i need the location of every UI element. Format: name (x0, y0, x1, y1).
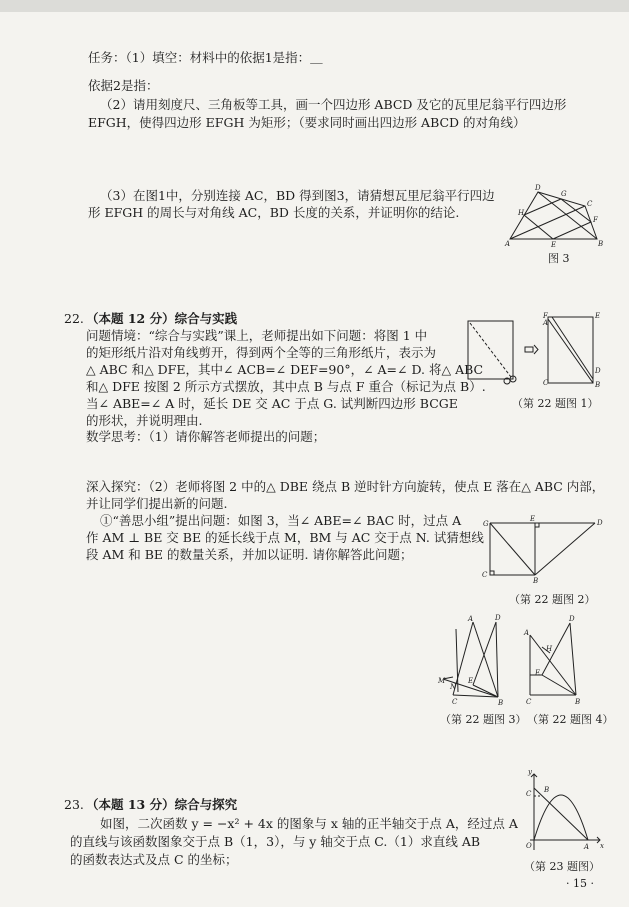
svg-text:E: E (551, 241, 557, 249)
task-part3-line-2: 形 EFGH 的周长与对角线 AC，BD 长度的关系，并证明你的结论. (88, 205, 460, 220)
q22-line-6: 的形状，并说明理由. (86, 413, 203, 428)
svg-text:G: G (483, 520, 489, 528)
q22-explore-line-2: 并让同学们提出新的问题. (86, 496, 228, 511)
task-part2-line-2: EFGH，使得四边形 EFGH 为矩形；（要求同时画出四边形 ABCD 的对角线） (88, 115, 526, 130)
q23-number: 23. (64, 797, 84, 812)
figure-22-2 (480, 513, 605, 585)
q22-line-7: 数学思考：（1）请你解答老师提出的问题； (86, 429, 326, 444)
svg-text:A: A (524, 629, 530, 637)
q22-line-1: 问题情境：“综合与实践”课上，老师提出如下问题：将图 1 中 (86, 328, 428, 343)
q22-number: 22. (64, 311, 84, 326)
q22-line-5: 当∠ ABE=∠ A 时，延长 DE 交 AC 于点 G. 试判断四边形 BCGE (86, 396, 458, 411)
svg-text:B: B (595, 381, 601, 389)
svg-text:A: A (468, 615, 474, 623)
q23-fig-caption: （第 23 题图） (524, 860, 600, 873)
svg-text:D: D (597, 519, 603, 527)
svg-text:F: F (593, 216, 598, 224)
q22-explore-line-3: ①“善思小组”提出问题：如图 3，当∠ ABE=∠ BAC 时，过点 A (100, 513, 462, 528)
svg-text:B: B (533, 577, 539, 585)
svg-text:y: y (528, 768, 532, 776)
svg-text:M: M (438, 677, 446, 685)
svg-text:C: C (526, 698, 532, 706)
svg-text:F: F (543, 312, 548, 320)
svg-text:B: B (544, 786, 550, 794)
svg-text:C: C (526, 790, 532, 798)
q23-line-1: 如图，二次函数 y = −x² + 4x 的图象与 x 轴的正半轴交于点 A，经过点 A (100, 816, 518, 831)
q22-explore-line-1: 深入探究：（2）老师将图 2 中的△ DBE 绕点 B 逆时针方向旋转，使点 E 落在△ ABC 内部， (86, 479, 605, 494)
scan-edge (0, 0, 629, 12)
task-line-2: 依据2是指： (88, 78, 159, 93)
page-number: · 15 · (566, 877, 594, 890)
task-line-1: 任务：（1）填空：材料中的依据1是指：＿ (88, 50, 323, 65)
svg-text:A: A (543, 319, 549, 327)
svg-text:C: C (587, 200, 593, 208)
svg-text:C: C (452, 698, 458, 706)
q22-header: （本题 12 分）综合与实践 (86, 311, 238, 326)
svg-text:A: A (505, 240, 511, 248)
task-part3-line-1: （3）在图1中，分别连接 AC，BD 得到图3，请猜想瓦里尼翁平行四边 (100, 188, 495, 203)
q22-explore-line-5: 段 AM 和 BE 的数量关系，并加以证明. 请你解答此问题； (86, 547, 413, 562)
svg-text:D: D (495, 614, 501, 622)
q23-line-2: 的直线与该函数图象交于点 B（1，3），与 y 轴交于点 C.（1）求直线 AB (70, 834, 481, 849)
svg-text:B: B (498, 699, 504, 707)
svg-text:D: D (569, 615, 575, 623)
q22-line-3: △ ABC 和△ DFE，其中∠ ACB=∠ DEF=90°，∠ A=∠ D. 将△ ABC (86, 362, 484, 377)
q22-fig1-caption: （第 22 题图 1） (512, 397, 599, 410)
q22-fig3-caption: （第 22 题图 3） (440, 713, 527, 726)
q23-line-3: 的函数表达式及点 C 的坐标； (70, 852, 238, 867)
q22-line-4: 和△ DFE 按图 2 所示方式摆放，其中点 B 与点 F 重合（标记为点 B）. (86, 379, 486, 394)
svg-text:D: D (595, 367, 601, 375)
svg-text:E: E (595, 312, 601, 320)
task-part2-line-1: （2）请用刻度尺、三角板等工具，画一个四边形 ABCD 及它的瓦里尼翁平行四边形 (100, 97, 567, 112)
q22-fig4-caption: （第 22 题图 4） (527, 713, 614, 726)
svg-text:D: D (535, 184, 541, 192)
q22-fig2-caption: （第 22 题图 2） (509, 593, 596, 606)
svg-text:C: C (482, 571, 488, 579)
figure-22-4 (518, 617, 588, 709)
svg-text:C: C (543, 379, 549, 387)
svg-text:B: B (598, 240, 604, 248)
figure-3-quadrilateral (505, 184, 605, 254)
svg-text:E: E (535, 669, 541, 677)
q22-line-2: 的矩形纸片沿对角线剪开，得到两个全等的三角形纸片，表示为 (86, 345, 437, 360)
figure-22-1-paper-cut (465, 313, 610, 393)
figure-22-3 (438, 614, 523, 709)
figure-23-parabola (520, 770, 605, 855)
svg-text:H: H (546, 645, 553, 653)
svg-text:N: N (450, 683, 457, 691)
svg-text:O: O (526, 842, 532, 850)
svg-text:B: B (575, 698, 581, 706)
q23-header: （本题 13 分）综合与探究 (86, 797, 238, 812)
svg-text:E: E (530, 515, 536, 523)
svg-text:G: G (561, 190, 567, 198)
svg-text:E: E (468, 677, 474, 685)
svg-text:A: A (584, 843, 590, 851)
svg-text:H: H (518, 209, 525, 217)
task-fig3-caption: 图 3 (548, 252, 570, 265)
q22-explore-line-4: 作 AM ⊥ BE 交 BE 的延长线于点 M，BM 与 AC 交于点 N. 试猜想线 (86, 530, 484, 545)
svg-text:x: x (600, 842, 604, 850)
